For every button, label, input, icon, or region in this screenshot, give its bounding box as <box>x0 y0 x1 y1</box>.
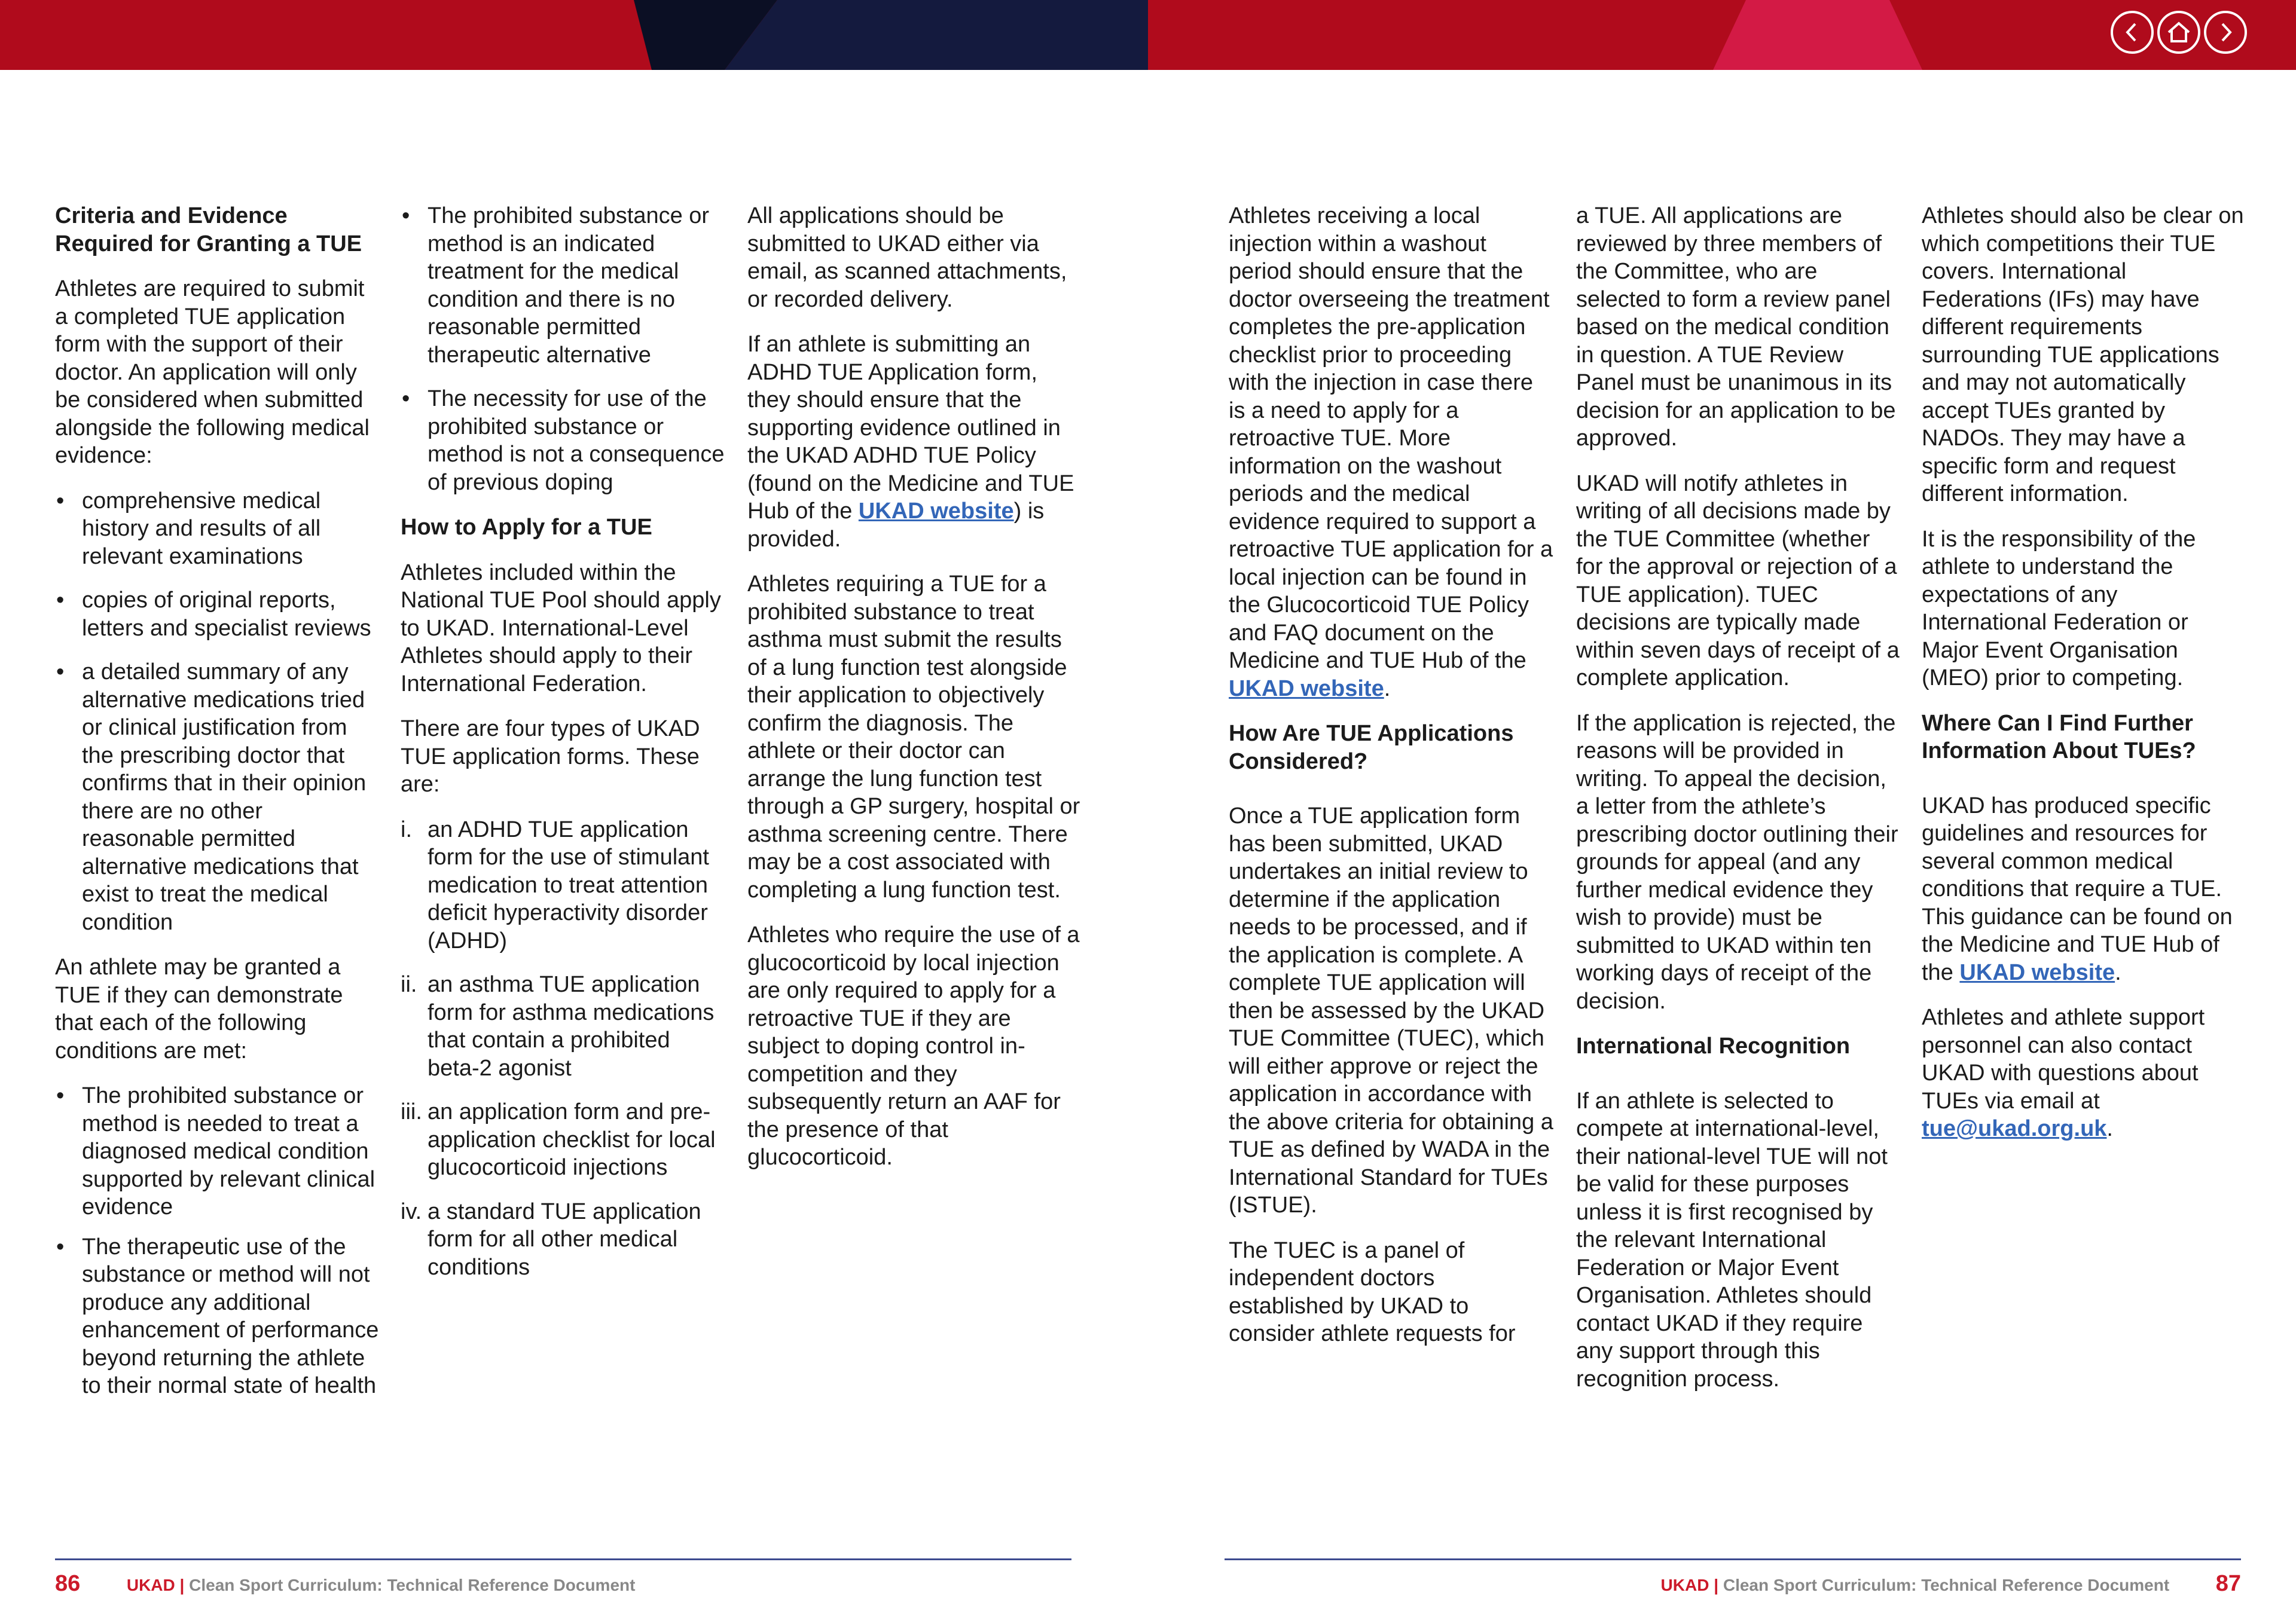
footer-separator: | <box>1714 1576 1719 1594</box>
page-number: 86 <box>55 1571 81 1596</box>
paragraph: Athletes requiring a TUE for a prohibited substance to treat asthma must submit the results of a lung function test alongside their application to objectively confirm the diagnosis. The athlete or their doctor can arrange the lung function test through a GP surgery, hospital or asthma screening centre. There may be a cost associated with completing a lung function test. <box>747 571 1080 903</box>
paragraph: If an athlete is selected to compete at international-level, their national-level TUE will not be valid for these purposes unless it is first recognised by the relevant International Federation or Major Event Organisation. Athletes should contact UKAD if they require any support through this recognition process. <box>1576 1088 1888 1392</box>
footer-right <box>1661 1573 2241 1596</box>
list-item: • The prohibited substance or method is an indicated treatment for the medical condition and there is no reasonable permitted therapeutic alternative <box>401 202 726 369</box>
footer-separator: | <box>179 1576 185 1594</box>
conditions-list-continued <box>401 202 726 496</box>
list-item: i. an ADHD TUE application form for the use of stimulant medication to treat attention deficit hyperactivity disorder (ADHD) <box>401 817 709 953</box>
international-recognition-heading: International Recognition <box>1576 1034 1851 1059</box>
ukad-website-link[interactable]: UKAD website <box>1229 676 1384 701</box>
home-icon <box>2167 22 2191 43</box>
paragraph: If an athlete is submitting an ADHD TUE Application form, they should ensure that the supporting evidence outlined in the UKAD ADHD TUE Policy (found on the Medicine and TUE Hub of the UKAD website) is provided. <box>747 332 1074 552</box>
paragraph: All applications should be submitted to UKAD either via email, as scanned attachments, or recorded delivery. <box>747 203 1067 312</box>
conditions-list <box>55 1082 381 1400</box>
ukad-website-link[interactable]: UKAD website <box>1959 959 2115 985</box>
paragraph: There are four types of UKAD TUE application forms. These are: <box>401 716 700 797</box>
paragraph: Athletes receiving a local injection within a washout period should ensure that the doctor overseeing the treatment completes the pre-application checklist prior to proceeding with the injection in case there is a need to apply for a retroactive TUE. More information on the washout periods and the medical evidence required to support a retroactive TUE application for a local injection can be found in the Glucocorticoid TUE Policy and FAQ document on the Medicine and TUE Hub of the UKAD website. <box>1229 203 1553 701</box>
email-link[interactable]: tue@ukad.org.uk <box>1922 1116 2107 1141</box>
chevron-left-icon <box>2122 22 2142 42</box>
footer-brand: UKAD <box>126 1576 175 1594</box>
list-item: • The necessity for use of the prohibited substance or method is not a consequence of previous doping <box>401 385 726 496</box>
list-item: ii. an asthma TUE application form for asthma medications that contain a prohibited beta-2 agonist <box>401 972 715 1081</box>
footer-brand: UKAD <box>1660 1576 1709 1594</box>
column-3 <box>747 202 1082 1189</box>
list-item: • The prohibited substance or method is needed to treat a diagnosed medical condition supported by relevant clinical evidence <box>55 1082 381 1221</box>
next-page-button[interactable] <box>2204 11 2247 54</box>
paragraph: An athlete may be granted a TUE if they can demonstrate that each of the following conditions are met: <box>55 955 343 1063</box>
column-4 <box>1229 202 1555 1365</box>
paragraph: Athletes who require the use of a glucocorticoid by local injection are only required to apply for a retroactive TUE if they are subject to doping control in-competition and they subsequently return an AAF for the presence of that glucocorticoid. <box>747 922 1080 1170</box>
paragraph: Once a TUE application form has been submitted, UKAD undertakes an initial review to determine if the application needs to be processed, and if the application is complete. A complete TUE application will then be assessed by the UKAD TUE Committee (TUEC), which will either approve or reject the application in accordance with the above criteria for obtaining a TUE as defined by WADA in the International Standard for TUEs (ISTUE). <box>1229 803 1553 1218</box>
paragraph: It is the responsibility of the athlete to understand the expectations of any International Federation or Major Event Organisation (MEO) prior to competing. <box>1922 526 2196 690</box>
paragraph: If the application is rejected, the reasons will be provided in writing. To appeal the decision, a letter from the athlete’s prescribing doctor outlining their grounds for appeal (and any further medical evidence they wish to provide) must be submitted to UKAD within ten working days of receipt of the decision. <box>1576 710 1898 1014</box>
form-types-list <box>401 816 726 1282</box>
previous-page-button[interactable] <box>2111 11 2154 54</box>
list-item: • comprehensive medical history and results of all relevant examinations <box>55 487 381 571</box>
list-item: iii. an application form and pre-application checklist for local glucocorticoid injections <box>401 1099 716 1180</box>
chevron-right-icon <box>2215 22 2236 42</box>
column-5 <box>1576 202 1902 1410</box>
footer-divider-left <box>55 1558 1071 1560</box>
evidence-list <box>55 487 381 937</box>
ukad-website-link[interactable]: UKAD website <box>858 499 1014 524</box>
applications-considered-heading: How Are TUE Applications Considered? <box>1229 721 1514 774</box>
footer-document-title: Clean Sport Curriculum: Technical Reference Document <box>189 1576 636 1594</box>
footer-left <box>55 1573 635 1596</box>
paragraph: UKAD will notify athletes in writing of all decisions made by the TUE Committee (whether for the approval or rejection of a TUE application). TUEC decisions are typically made within seven days of receipt of a complete application. <box>1576 470 1900 690</box>
column-2 <box>401 202 726 1298</box>
column-6 <box>1922 202 2248 1160</box>
paragraph: a TUE. All applications are reviewed by three members of the Committee, who are selected to form a review panel based on the medical condition in question. A TUE Review Panel must be unanimous in its decision for an application to be approved. <box>1576 203 1896 451</box>
column-1 <box>55 202 381 1417</box>
home-button[interactable] <box>2157 11 2200 54</box>
paragraph: Athletes are required to submit a completed TUE application form with the support of their doctor. An application will only be considered when submitted alongside the following medical evidence: <box>55 276 370 468</box>
header-banner <box>0 0 2296 70</box>
footer-document-title: Clean Sport Curriculum: Technical Reference Document <box>1723 1576 2170 1594</box>
paragraph: Athletes should also be clear on which competitions their TUE covers. International Federations (IFs) may have different requirements surrounding TUE applications and may not automatically accept TUEs granted by NADOs. They may have a specific form and request different information. <box>1922 203 2244 506</box>
paragraph: Athletes included within the National TUE Pool should apply to UKAD. International-Level Athletes should apply to their International Federation. <box>401 560 721 696</box>
further-information-heading: Where Can I Find Further Information About TUEs? <box>1922 710 2196 763</box>
list-item: iv. a standard TUE application form for all other medical conditions <box>401 1199 701 1280</box>
paragraph: UKAD has produced specific guidelines and resources for several common medical conditions that require a TUE. This guidance can be found on the Medicine and TUE Hub of the UKAD website. <box>1922 793 2233 985</box>
how-to-apply-heading: How to Apply for a TUE <box>401 515 652 540</box>
page-number: 87 <box>2215 1571 2241 1596</box>
list-item: • The therapeutic use of the substance or method will not produce any additional enhancement of performance beyond returning the athlete to their normal state of health <box>55 1233 381 1400</box>
footer-divider-right <box>1225 1558 2241 1560</box>
list-item: • copies of original reports, letters and specialist reviews <box>55 586 381 642</box>
paragraph: Athletes and athlete support personnel can also contact UKAD with questions about TUEs via email at tue@ukad.org.uk. <box>1922 1005 2205 1141</box>
list-item: • a detailed summary of any alternative medications tried or clinical justification from the prescribing doctor that confirms that in their opinion there are no other reasonable permitted alternative medications that exist to treat the medical condition <box>55 658 381 936</box>
criteria-heading: Criteria and Evidence Required for Granting a TUE <box>55 203 362 256</box>
page-navigation <box>2111 11 2247 54</box>
paragraph: The TUEC is a panel of independent doctors established by UKAD to consider athlete requests for <box>1229 1237 1516 1346</box>
